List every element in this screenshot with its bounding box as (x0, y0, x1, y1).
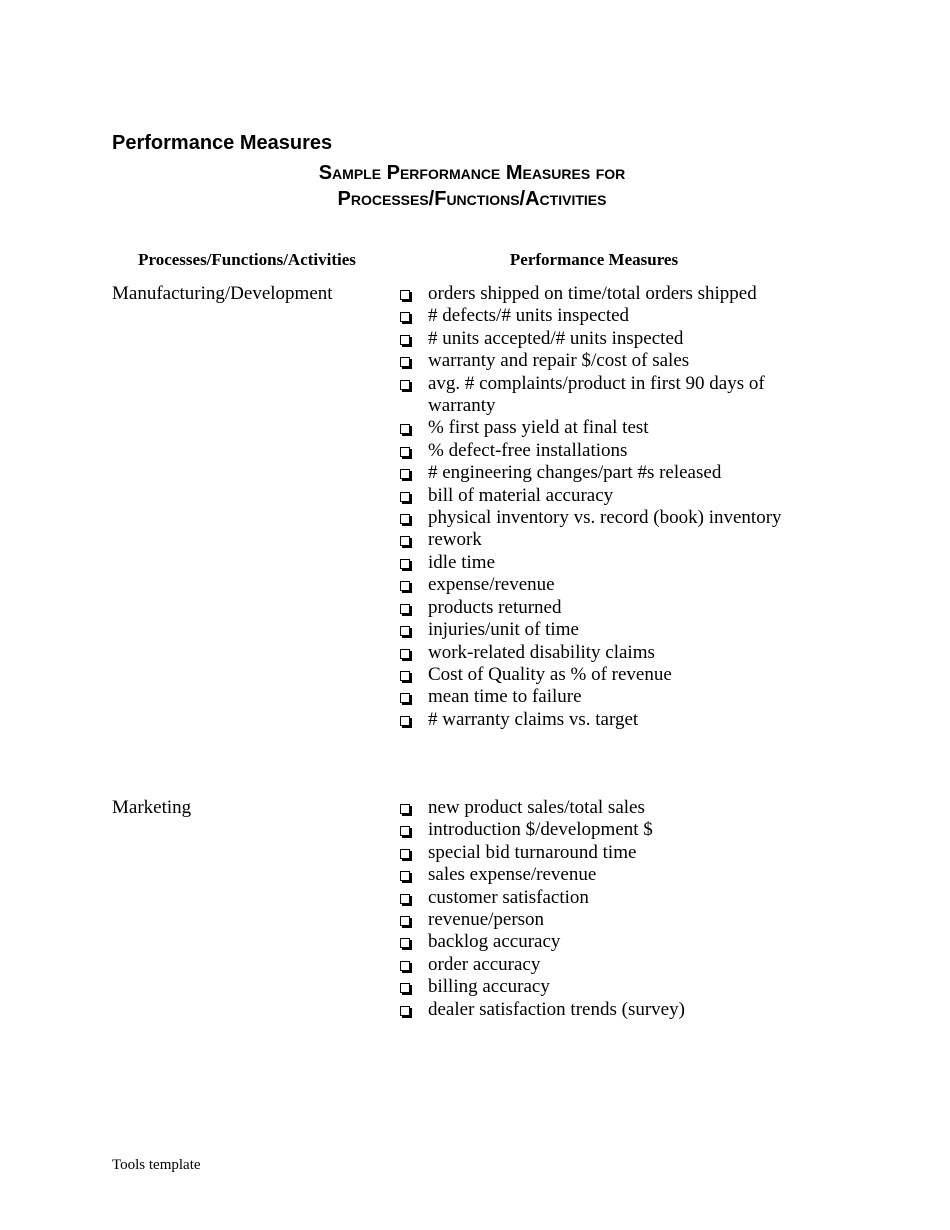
measure-text: expense/revenue (428, 574, 555, 596)
checkbox-bullet-icon (400, 983, 410, 993)
list-item (398, 440, 798, 462)
measure-text: Cost of Quality as % of revenue (428, 663, 672, 685)
checkbox-bullet-icon (400, 514, 410, 524)
measure-text: physical inventory vs. record (book) inventory (428, 507, 782, 529)
measure-text: # engineering changes/part #s released (428, 462, 722, 484)
list-item (398, 417, 798, 439)
checkbox-bullet-icon (400, 826, 410, 836)
measure-text: sales expense/revenue (428, 864, 597, 886)
measure-text: dealer satisfaction trends (survey) (428, 998, 685, 1020)
measure-text: warranty and repair $/cost of sales (428, 350, 690, 372)
checkbox-bullet-icon (400, 938, 410, 948)
measure-text: introduction $/development $ (428, 819, 653, 841)
measure-text: % defect-free installations (428, 439, 628, 461)
measure-text: mean time to failure (428, 686, 582, 708)
footer-text: Tools template (112, 1157, 201, 1173)
measures-list (398, 283, 798, 731)
list-item (398, 373, 798, 418)
list-item (398, 283, 798, 305)
checkbox-bullet-icon (400, 335, 410, 345)
checkbox-bullet-icon (400, 424, 410, 434)
measure-text: avg. # complaints/product in first 90 days of warranty (428, 372, 765, 417)
measure-text: backlog accuracy (428, 931, 561, 953)
checkbox-bullet-icon (400, 447, 410, 457)
list-item (398, 954, 798, 976)
column-header-processes: Processes/Functions/Activities (138, 250, 356, 269)
measure-text: revenue/person (428, 909, 545, 931)
checkbox-bullet-icon (400, 604, 410, 614)
checkbox-bullet-icon (400, 312, 410, 322)
measure-text: billing accuracy (428, 976, 550, 998)
checkbox-bullet-icon (400, 961, 410, 971)
subtitle-line-1: Sample Performance Measures for (318, 162, 626, 184)
measure-text: # warranty claims vs. target (428, 708, 639, 730)
list-item (398, 909, 798, 931)
measure-text: bill of material accuracy (428, 484, 614, 506)
list-item (398, 350, 798, 372)
measure-text: new product sales/total sales (428, 797, 645, 818)
list-item (398, 507, 798, 529)
measures-list (398, 797, 798, 1021)
measure-text: rework (428, 529, 482, 551)
measure-text: injuries/unit of time (428, 619, 579, 641)
list-item (398, 686, 798, 708)
measure-text: # defects/# units inspected (428, 305, 630, 327)
checkbox-bullet-icon (400, 469, 410, 479)
checkbox-bullet-icon (400, 716, 410, 726)
list-item (398, 709, 798, 731)
checkbox-bullet-icon (400, 849, 410, 859)
list-item (398, 642, 798, 664)
list-item (398, 664, 798, 686)
list-item (398, 574, 798, 596)
checkbox-bullet-icon (400, 871, 410, 881)
list-item (398, 529, 798, 551)
list-item (398, 328, 798, 350)
section-label: Manufacturing/Development (112, 283, 333, 304)
measure-text: work-related disability claims (428, 641, 655, 663)
checkbox-bullet-icon (400, 581, 410, 591)
section-label: Marketing (112, 797, 192, 818)
checkbox-bullet-icon (400, 357, 410, 367)
checkbox-bullet-icon (400, 671, 410, 681)
checkbox-bullet-icon (400, 804, 410, 814)
checkbox-bullet-icon (400, 290, 410, 300)
checkbox-bullet-icon (400, 536, 410, 546)
list-item (398, 619, 798, 641)
checkbox-bullet-icon (400, 693, 410, 703)
measure-text: products returned (428, 596, 562, 618)
measure-text: orders shipped on time/total orders shipped (428, 283, 757, 304)
list-item (398, 597, 798, 619)
list-item (398, 485, 798, 507)
list-item (398, 819, 798, 841)
list-item (398, 999, 798, 1021)
list-item (398, 931, 798, 953)
measure-text: # units accepted/# units inspected (428, 327, 684, 349)
measure-text: % first pass yield at final test (428, 417, 649, 439)
subtitle-line-2: Processes/Functions/Activities (337, 188, 607, 210)
list-item (398, 797, 798, 819)
checkbox-bullet-icon (400, 916, 410, 926)
column-header-measures: Performance Measures (509, 250, 679, 269)
measure-text: special bid turnaround time (428, 841, 637, 863)
checkbox-bullet-icon (400, 894, 410, 904)
list-item (398, 842, 798, 864)
checkbox-bullet-icon (400, 626, 410, 636)
list-item (398, 864, 798, 886)
list-item (398, 305, 798, 327)
checkbox-bullet-icon (400, 649, 410, 659)
checkbox-bullet-icon (400, 1006, 410, 1016)
list-item (398, 462, 798, 484)
measure-text: order accuracy (428, 953, 541, 975)
list-item (398, 976, 798, 998)
page-title: Performance Measures (112, 132, 333, 154)
measure-text: idle time (428, 551, 496, 573)
checkbox-bullet-icon (400, 380, 410, 390)
checkbox-bullet-icon (400, 559, 410, 569)
list-item (398, 552, 798, 574)
measure-text: customer satisfaction (428, 886, 589, 908)
checkbox-bullet-icon (400, 492, 410, 502)
list-item (398, 887, 798, 909)
